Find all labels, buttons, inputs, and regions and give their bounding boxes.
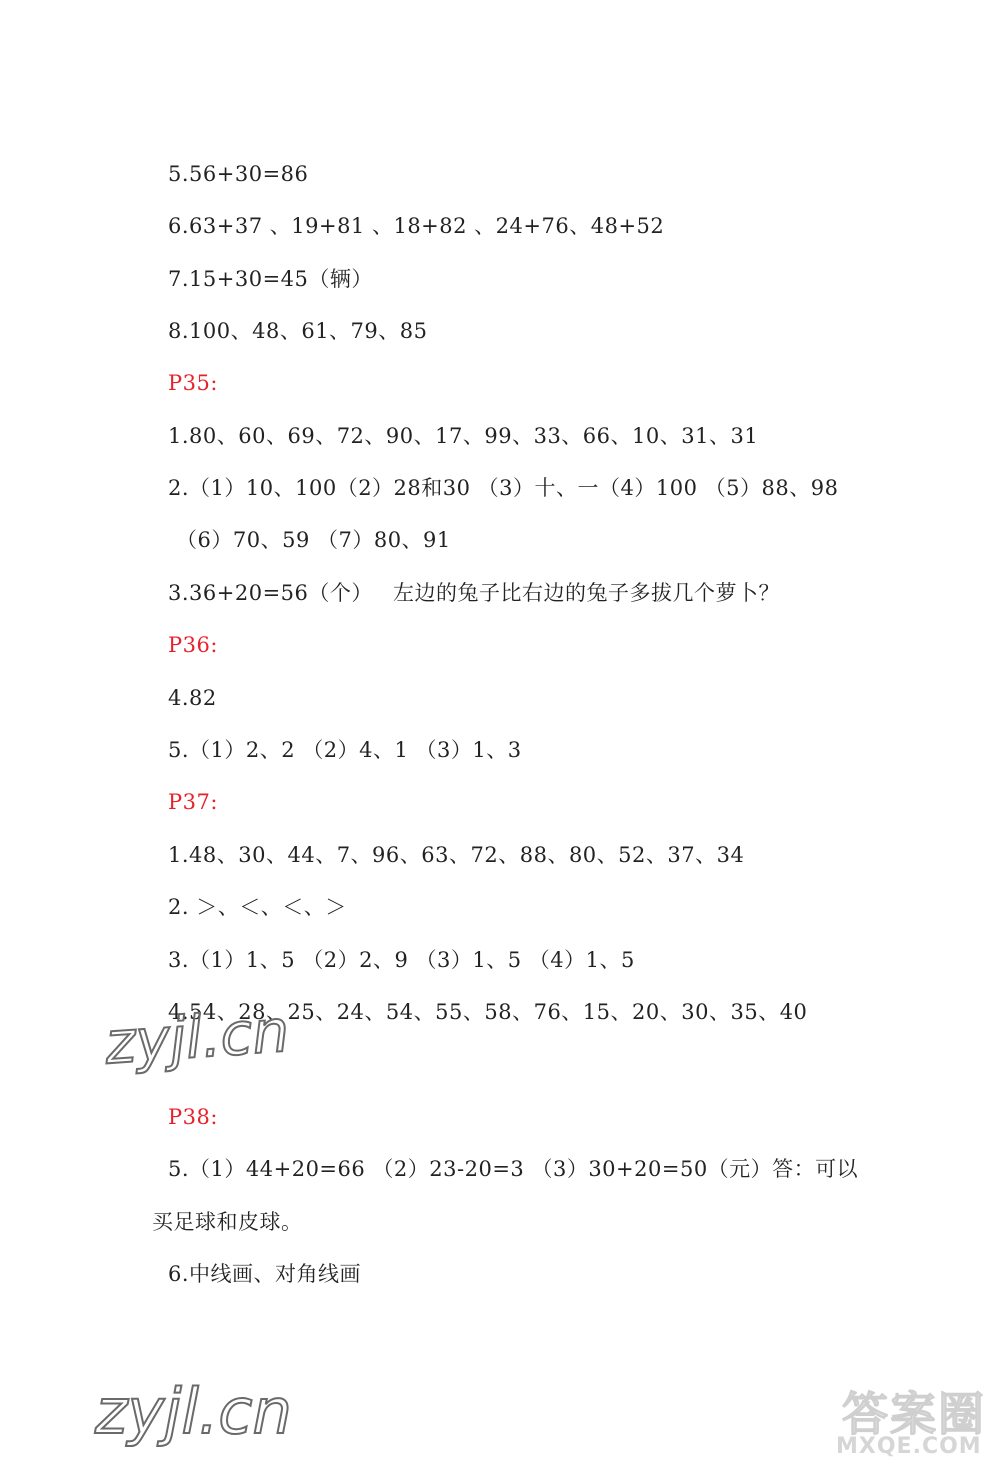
page-heading-p38: P38: — [168, 1105, 218, 1129]
answer-line-p35-3: 3.36+20=56（个） — [168, 581, 373, 605]
page-heading-p36: P36: — [168, 633, 218, 657]
logo-text: 答案圈 — [842, 1387, 986, 1441]
answer-line-p37-1: 1.48、30、44、7、96、63、72、88、80、52、37、34 — [168, 843, 745, 867]
answer-line-p35-2-cont: （6）70、59 （7）80、91 — [176, 528, 451, 552]
answer-line-p38-6: 6.中线画、对角线画 — [168, 1262, 362, 1286]
answer-line-p38-5-cont: 买足球和皮球。 — [152, 1210, 303, 1234]
answer-line-p37-3: 3.（1）1、5 （2）2、9 （3）1、5 （4）1、5 — [168, 948, 635, 972]
answer-line-p35-1: 1.80、60、69、72、90、17、99、33、66、10、31、31 — [168, 424, 759, 448]
answer-line-5: 5.56+30=86 — [168, 162, 309, 186]
watermark-middle: zyjl.cn — [102, 996, 292, 1078]
page-heading-p35: P35: — [168, 371, 218, 395]
answer-line-p35-3-question: 左边的兔子比右边的兔子多拔几个萝卜？ — [393, 581, 780, 605]
answer-line-8: 8.100、48、61、79、85 — [168, 319, 428, 343]
page-heading-p37: P37: — [168, 790, 218, 814]
answer-line-p36-4: 4.82 — [168, 686, 217, 710]
logo-domain: MXQE.COM — [836, 1434, 982, 1459]
answer-line-p38-5: 5.（1）44+20=66 （2）23-20=3 （3）30+20=50（元）答：可以 — [168, 1157, 859, 1181]
answer-line-p36-5: 5.（1）2、2 （2）4、1 （3）1、3 — [168, 738, 522, 762]
answer-line-7: 7.15+30=45（辆） — [168, 267, 373, 291]
site-logo — [836, 1378, 986, 1463]
answer-line-p37-4: 4.54、28、25、24、54、55、58、76、15、20、30、35、40 — [168, 1000, 808, 1024]
watermark-bottom: zyjl.cn — [95, 1375, 292, 1448]
answer-line-6: 6.63+37 、19+81 、18+82 、24+76、48+52 — [168, 214, 665, 238]
answer-line-p35-2: 2.（1）10、100（2）28和30 （3）十、一（4）100 （5）88、98 — [168, 476, 839, 500]
answer-line-p37-2: 2. ＞、＜、＜、＞ — [168, 895, 347, 919]
